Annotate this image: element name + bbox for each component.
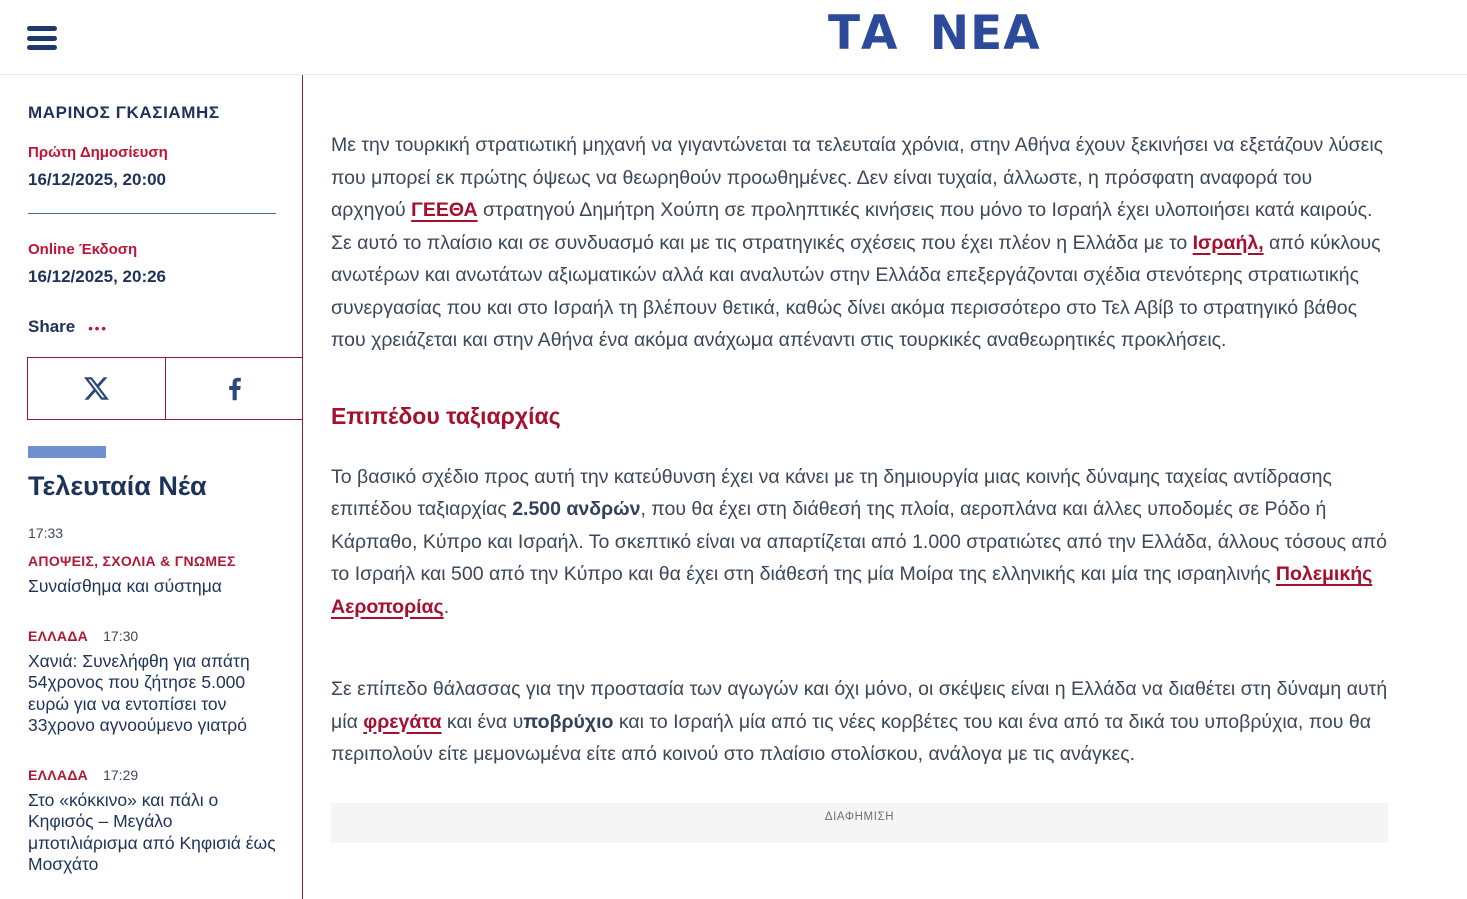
- news-headline[interactable]: Συναίσθημα και σύστημα: [28, 576, 222, 596]
- x-twitter-icon: [84, 376, 109, 401]
- news-time: 17:29: [103, 766, 139, 783]
- article-sidebar: [0, 75, 303, 899]
- news-headline[interactable]: Στο «κόκκινο» και πάλι ο Κηφισός – Μεγάλο μποτιλιάρισμα από Κηφισιά έως Μοσχάτο: [28, 789, 276, 874]
- first-publication-date: 16/12/2025, 20:00: [28, 170, 167, 189]
- link-israel[interactable]: Ισραήλ,: [1192, 231, 1264, 254]
- advertisement-bar: [331, 803, 1388, 843]
- online-edition-date: 16/12/2025, 20:26: [28, 267, 167, 286]
- latest-news-accent-bar: [28, 446, 106, 458]
- site-logo[interactable]: ΤΑ ΝΕΑ: [828, 6, 1041, 61]
- link-geetha[interactable]: ΓΕΕΘΑ: [411, 199, 478, 221]
- news-item[interactable]: [28, 525, 276, 598]
- share-facebook-button[interactable]: [165, 358, 303, 419]
- latest-news-title: Τελευταία Νέα: [28, 471, 207, 501]
- article-body: [303, 75, 1467, 899]
- author-name: ΜΑΡΙΝΟΣ ΓΚΑΣΙΑΜΗΣ: [28, 103, 220, 122]
- news-category[interactable]: ΕΛΛΑΔΑ: [28, 627, 89, 644]
- share-button[interactable]: [28, 317, 276, 337]
- share-label: Share: [28, 317, 76, 336]
- share-box: [27, 357, 303, 420]
- section-heading: Επιπέδου ταξιαρχίας: [331, 402, 561, 429]
- article-paragraph-2: Το βασικό σχέδιο προς αυτή την κατεύθυνση έχει να κάνει με τη δημιουργία μιας κοινής δύναμης ταχείας αντίδρασης επιπέδου ταξιαρχίας 2.500 ανδρών, που θα έχει στη διάθεσή της πλοία, αεροπλάνα και άλλες υποδομές σε Ρόδο ή Κάρπαθο, Κύπρο και Ισραήλ. Το σκεπτικό είναι να απαρτίζεται από 1.000 στρατιώτες από την Ελλάδα, άλλους τόσους από το Ισραήλ και 500 από την Κύπρο και θα έχει στη διάθεσή της μία Μοίρα της ελληνικής και μία της ισραηλινής Πολεμικής Αεροπορίας.: [331, 465, 1388, 618]
- sidebar-divider: [28, 213, 276, 214]
- share-twitter-button[interactable]: [28, 358, 165, 419]
- news-headline[interactable]: Χανιά: Συνελήφθη για απάτη 54χρονος που ζήτησε 5.000 ευρώ για να εντοπίσει τον 33χρονο αγνοούμενο γιατρό: [28, 650, 250, 735]
- bold-troop-count: 2.500 ανδρών: [512, 498, 641, 520]
- news-item[interactable]: [28, 628, 276, 737]
- link-air-force[interactable]: Πολεμικής Αεροπορίας: [331, 563, 1373, 618]
- online-edition-label: Online Έκδοση: [28, 241, 138, 258]
- news-category[interactable]: ΑΠΟΨΕΙΣ, ΣΧΟΛΙΑ & ΓΝΩΜΕΣ: [28, 553, 236, 569]
- article-paragraph-1: Με την τουρκική στρατιωτική μηχανή να γιγαντώνεται τα τελευταία χρόνια, στην Αθήνα έχουν ξεκινήσει να εξετάζουν λύσεις που μπορεί εκ πρώτης όψεως να θεωρηθούν προωθημένες. Δεν είναι τυχαία, άλλωστε, η πρόσφατη αναφορά του αρχηγού ΓΕΕΘΑ στρατηγού Δημήτρη Χούπη σε προληπτικές κινήσεις που μόνο το Ισραήλ έχει υλοποιήσει κατά καιρούς. Σε αυτό το πλαίσιο και σε συνδυασμό και με τις στρατηγικές σχέσεις που έχει πλέον η Ελλάδα με το Ισραήλ, από κύκλους ανωτέρων και ανωτάτων αξιωματικών αλλά και αναλυτών στην Ελλάδα επεξεργάζονται σχέδια στενότερης στρατιωτικής συνεργασίας που και στο Ισραήλ τη βλέπουν θετικά, καθώς δίνει ακόμα περισσότερο στο Τελ Αβίβ το στρατηγικό βάθος που χρειάζεται και στην Αθήνα ένα ακόμα ανάχωμα απέναντι στις τουρκικές αναθεωρητικές προκλήσεις.: [331, 134, 1384, 351]
- facebook-icon: [220, 374, 250, 404]
- site-header: [0, 0, 1467, 75]
- share-more-icon: •••: [88, 320, 108, 336]
- bold-submarine: ποβρύχιο: [523, 710, 614, 733]
- first-publication-label: Πρώτη Δημοσίευση: [28, 144, 168, 161]
- advertisement-label: ΔΙΑΦΗΜΙΣΗ: [824, 810, 895, 823]
- link-frigate[interactable]: φρεγάτα: [363, 710, 442, 733]
- news-time: 17:30: [103, 627, 139, 644]
- news-time: 17:33: [28, 525, 64, 541]
- news-category[interactable]: ΕΛΛΑΔΑ: [28, 766, 89, 783]
- page-body: [0, 75, 1467, 899]
- menu-icon[interactable]: [27, 26, 57, 50]
- article-paragraph-3: Σε επίπεδο θάλασσας για την προστασία των αγωγών και όχι μόνο, οι σκέψεις είναι η Ελλάδα να διαθέτει στη δύναμη αυτή μία φρεγάτα και ένα υποβρύχιο και το Ισραήλ μία από τις νέες κορβέτες του και ένα από τα δικά του υποβρύχια, που θα περιπολούν είτε μεμονωμένα είτε από κοινού στο πλαίσιο στολίσκου, ανάλογα με τις ανάγκες.: [331, 678, 1388, 765]
- news-item[interactable]: [28, 767, 276, 876]
